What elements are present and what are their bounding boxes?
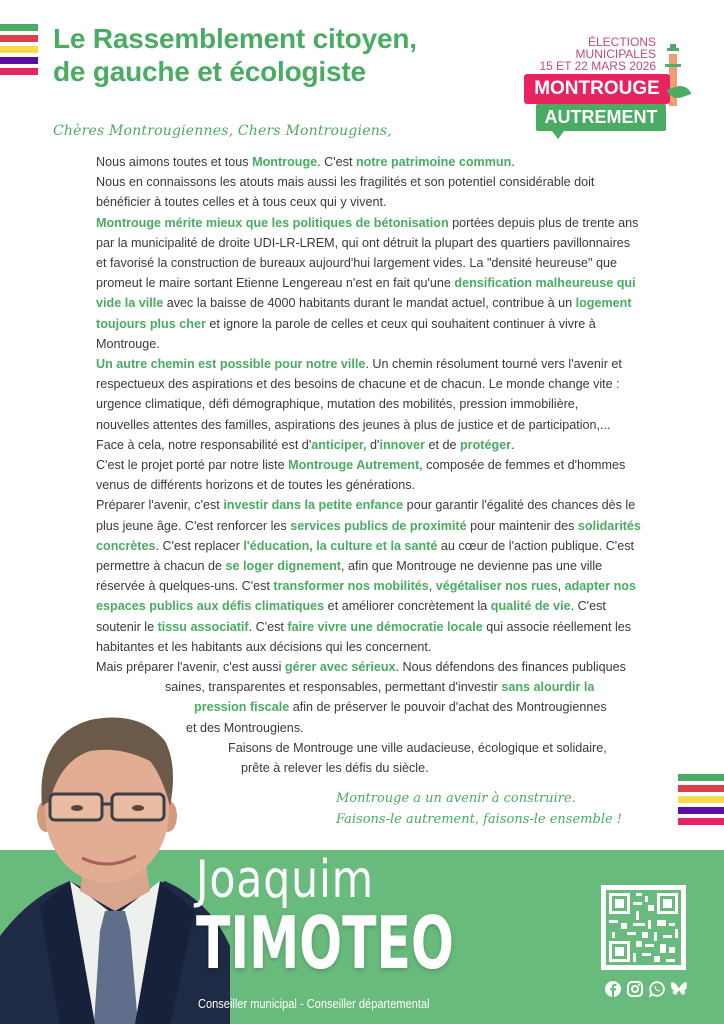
- salutation: Chères Montrougiennes, Chers Montrougiens,: [53, 123, 392, 139]
- candidate-role: Conseiller municipal - Conseiller départemental: [198, 996, 430, 1011]
- paragraph-line: espaces publics aux défis climatiques et améliorer concrètement la qualité de vie. C'est: [96, 599, 606, 614]
- paragraph-line: réservée à quelques-uns. C'est transformer nos mobilités, végétaliser nos rues, adapter nos: [96, 579, 636, 594]
- paragraph-line: Montrouge mérite mieux que les politiques de bétonisation portées depuis plus de trente ans: [96, 215, 639, 230]
- paragraph-line: pression fiscale afin de préserver le pouvoir d'achat des Montrougiennes: [194, 700, 607, 715]
- elections-dates: [506, 36, 656, 72]
- whatsapp-icon[interactable]: [648, 980, 666, 998]
- elections-label: ÉLECTIONS MUNICIPALES: [575, 35, 656, 61]
- stripe-yellow: [678, 796, 724, 803]
- paragraph-line: et favorisé la construction de bureaux aujourd'hui largement vides. La "densité heureuse" que: [96, 256, 618, 271]
- logo-montrouge: MONTROUGE: [524, 74, 670, 104]
- elections-date-label: 15 ET 22 MARS 2026: [539, 59, 656, 73]
- headline-line-1: Le Rassemblement citoyen,: [53, 23, 417, 54]
- candidate-first-name: Joaquim: [196, 850, 375, 910]
- paragraph-line: Montrouge.: [96, 336, 160, 351]
- color-stripes-top: [0, 24, 38, 75]
- speech-bubble-tail: [552, 131, 564, 139]
- paragraph-line: permettre à chacun de se loger dignement, afin que Montrouge ne devienne pas une ville: [96, 559, 603, 574]
- paragraph-line: vide la ville avec la baisse de 4000 habitants durant le mandat actuel, contribue à un logement: [96, 296, 632, 311]
- paragraph-line: saines, transparentes et responsables, permettant d'investir sans alourdir la: [165, 680, 595, 695]
- page-headline: [53, 22, 417, 88]
- color-stripes-bottom: [678, 774, 724, 825]
- headline-line-2: de gauche et écologiste: [53, 56, 366, 87]
- slogan-line-2: Faisons-le autrement, faisons-le ensemble !: [336, 812, 623, 827]
- paragraph-line: soutenir le tissu associatif. C'est faire vivre une démocratie locale qui associe réellement les: [96, 619, 632, 634]
- paragraph-line: Faisons de Montrouge une ville audacieuse, écologique et solidaire,: [228, 740, 607, 755]
- closing-slogan: [336, 788, 622, 830]
- instagram-icon[interactable]: [626, 980, 644, 998]
- paragraph-line: bénéficier à toutes celles et à tous ceux qui y vivent.: [96, 195, 387, 210]
- paragraph-line: Nous aimons toutes et tous Montrouge. C'est notre patrimoine commun.: [96, 155, 515, 169]
- paragraph-line: venus de différents horizons et de toutes les générations.: [96, 478, 416, 493]
- paragraph-line: par la municipalité de droite UDI-LR-LREM, qui ont détruit la plupart des quartiers pavillonnaires: [96, 235, 631, 250]
- stripe-purple: [0, 57, 38, 64]
- stripe-pink: [0, 68, 38, 75]
- paragraph-line: plus jeune âge. C'est renforcer les services publics de proximité pour maintenir des solidarités: [96, 518, 641, 533]
- paragraph-line: toujours plus cher et ignore la parole de celles et ceux qui souhaitent continuer à vivre à: [96, 316, 596, 331]
- stripe-green: [678, 774, 724, 781]
- facebook-icon[interactable]: [604, 980, 622, 998]
- candidate-last-name: TIMOTEO: [196, 901, 454, 985]
- paragraph-line: promeut le maire sortant Etienne Lengereau n'est en fait qu'une densification malheureuse qui: [96, 276, 636, 291]
- paragraph-line: Nous en connaissons les atouts mais aussi les fragilités et son potentiel considérable doit: [96, 175, 595, 190]
- stripe-purple: [678, 807, 724, 814]
- qr-code[interactable]: [601, 885, 686, 970]
- paragraph-line: nouvelles attentes des familles, aspirations des jeunes à plus de justice et de participation,...: [96, 417, 611, 432]
- bluesky-icon[interactable]: [670, 980, 688, 998]
- paragraph-line: prête à relever les défis du siècle.: [241, 761, 429, 776]
- paragraph-line: urgence climatique, défi démographique, mutation des mobilités, pression immobilière,: [96, 397, 579, 412]
- montrouge-autrement-logo: [500, 36, 700, 141]
- paragraph-line: et des Montrougiens.: [186, 720, 304, 735]
- paragraph-line: Préparer l'avenir, c'est investir dans la petite enfance pour garantir l'égalité des chances dès le: [96, 498, 636, 513]
- paragraph-line: C'est le projet porté par notre liste Montrouge Autrement, composée de femmes et d'hommes: [96, 458, 626, 473]
- stripe-yellow: [0, 46, 38, 53]
- paragraph-line: Face à cela, notre responsabilité est d'anticiper, d'innover et de protéger.: [96, 437, 515, 452]
- stripe-green: [0, 24, 38, 31]
- social-links: [604, 980, 688, 998]
- logo-autrement: AUTREMENT: [536, 104, 666, 131]
- letter-body: [96, 152, 656, 778]
- paragraph-line: Mais préparer l'avenir, c'est aussi gérer avec sérieux. Nous défendons des finances publiques: [96, 660, 626, 675]
- stripe-pink: [678, 818, 724, 825]
- slogan-line-1: Montrouge a un avenir à construire.: [336, 791, 576, 806]
- paragraph-line: concrètes. C'est replacer l'éducation, la culture et la santé au cœur de l'action publique. C'est: [96, 538, 634, 553]
- stripe-red: [0, 35, 38, 42]
- paragraph-line: habitantes et les habitants aux décisions qui les concernent.: [96, 639, 432, 654]
- paragraph-line: Un autre chemin est possible pour notre ville. Un chemin résolument tourné vers l'avenir et: [96, 357, 622, 372]
- paragraph-line: respectueux des aspirations et des besoins de chacune et de chacun. Le monde change vite :: [96, 377, 620, 392]
- stripe-red: [678, 785, 724, 792]
